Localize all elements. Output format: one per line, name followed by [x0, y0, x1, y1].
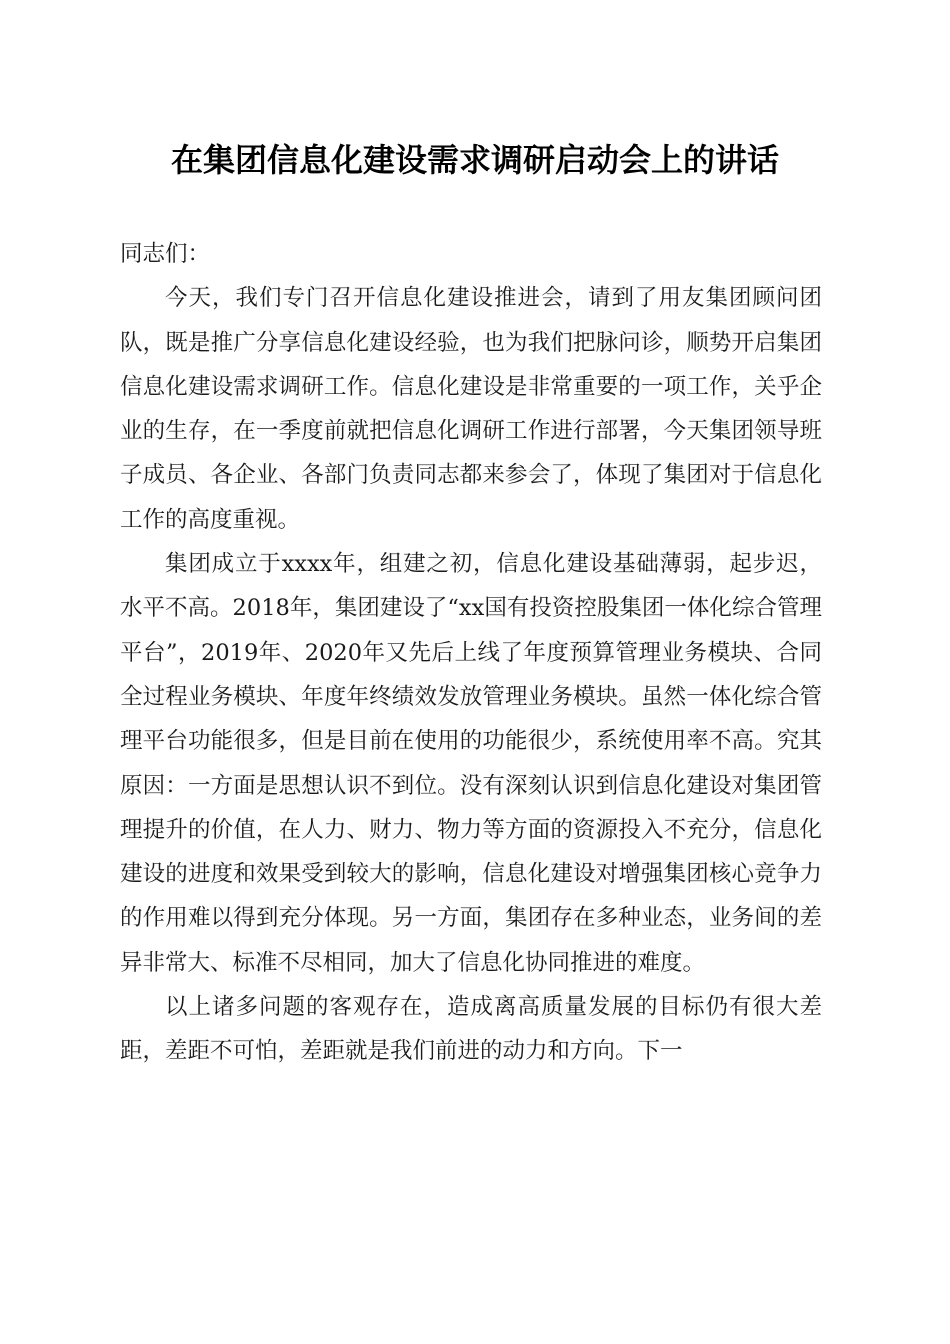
- paragraph: 集团成立于xxxx年，组建之初，信息化建设基础薄弱，起步迟，水平不高。2018年，集团建设了“xx国有投资控股集团一体化综合管理平台”，2019年、2020年又先后上线了年度预算管理业务模块、合同全过程业务模块、年度年终绩效发放管理业务模块。虽然一体化综合管理平台功能很多，但是目前在使用的功能很少，系统使用率不高。究其原因：一方面是思想认识不到位。没有深刻认识到信息化建设对集团管理提升的价值，在人力、财力、物力等方面的资源投入不充分，信息化建设的进度和效果受到较大的影响，信息化建设对增强集团核心竞争力的作用难以得到充分体现。另一方面，集团存在多种业态，业务间的差异非常大、标准不尽相同，加大了信息化协同推进的难度。: [120, 551, 822, 976]
- paragraph: 以上诸多问题的客观存在，造成离高质量发展的目标仍有很大差距，差距不可怕，差距就是我们前进的动力和方向。下一: [120, 994, 822, 1065]
- paragraph: 今天，我们专门召开信息化建设推进会，请到了用友集团顾问团队，既是推广分享信息化建设经验，也为我们把脉问诊，顺势开启集团信息化建设需求调研工作。信息化建设是非常重要的一项工作，关乎企业的生存，在一季度前就把信息化调研工作进行部署，今天集团领导班子成员、各企业、各部门负责同志都来参会了，体现了集团对于信息化工作的高度重视。: [120, 285, 822, 533]
- document-body: [120, 232, 822, 1074]
- salutation: 同志们：: [120, 241, 211, 267]
- document-title: 在集团信息化建设需求调研启动会上的讲话: [170, 141, 779, 179]
